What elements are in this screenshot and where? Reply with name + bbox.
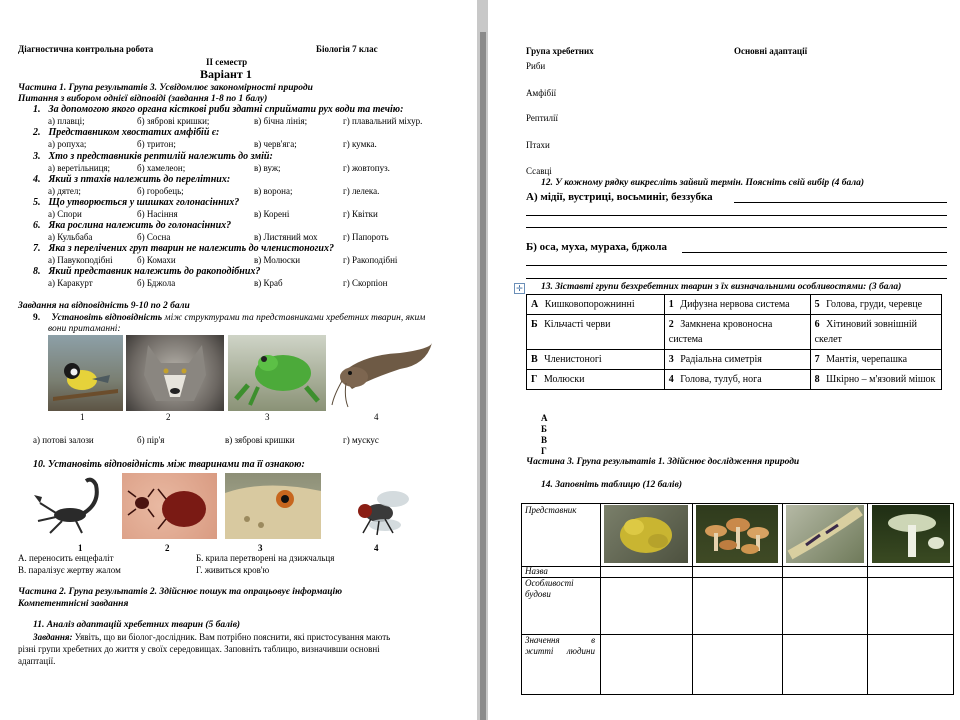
ergot-picture xyxy=(786,505,864,563)
tick-picture xyxy=(122,473,217,539)
answer-option: г) Квітки xyxy=(343,209,378,219)
toadstool-illustration xyxy=(872,505,950,563)
question-3 xyxy=(33,151,273,162)
q9-text: між структурами та представниками хребетних тварин, яким xyxy=(162,313,426,323)
cell-key: А xyxy=(531,299,539,310)
group-fish: Риби xyxy=(526,61,546,71)
answer-option: г) Скорпіон xyxy=(343,278,388,288)
table-cell xyxy=(664,370,810,390)
q13-title: 13. Зіставті групи безхребетних тварин з їх визначальними особливостями: (3 бала) xyxy=(541,282,902,292)
q14-table xyxy=(521,503,954,695)
part1-subtitle: Питання з вибором однієї відповіді (завдання 1-8 по 1 балу) xyxy=(18,94,268,104)
fly-picture xyxy=(335,473,417,539)
group-reptiles: Рептилії xyxy=(526,113,558,123)
answer-letter: В xyxy=(541,435,548,445)
page-gutter xyxy=(477,0,488,720)
table-cell xyxy=(810,350,941,370)
answer-option: б) Бджола xyxy=(137,278,176,288)
q10-pic-label-3: 3 xyxy=(258,543,263,553)
answer-option: в) Краб xyxy=(254,278,283,288)
q12-title: 12. У кожному рядку викресліть зайвий термін. Поясніть свій вибір (4 бала) xyxy=(541,178,865,188)
question-text: Який з птахів належить до перелітних: xyxy=(48,174,231,185)
q10-answer-a: А. переносить енцефаліт xyxy=(18,553,114,563)
frog-illustration xyxy=(228,335,326,411)
q10-answer-b: Б. крила перетворені на дзижчальця xyxy=(196,553,335,563)
question-text: Яка з перелічених груп тварин не належить до членистоногих? xyxy=(48,243,334,254)
cell-key: 1 xyxy=(668,299,674,310)
table-cell xyxy=(527,350,665,370)
answer-option: а) Спори xyxy=(48,209,82,219)
q9-text-2: вони притаманні: xyxy=(48,324,121,334)
q13-table xyxy=(526,294,942,390)
q11-label: Завдання: xyxy=(33,632,73,642)
part1-title: Частина 1. Група результатів 3. Усвідомлює закономірності природи xyxy=(18,83,313,93)
answer-option: а) плавці; xyxy=(48,116,85,126)
semester: ІІ семестр xyxy=(206,57,248,67)
table-cell xyxy=(810,295,941,315)
q12-b: Б) оса, муха, мураха, бджола xyxy=(526,241,668,253)
cell-key: 5 xyxy=(814,299,820,310)
answer-option: а) Каракурт xyxy=(48,278,93,288)
answer-option: в) ворона; xyxy=(254,186,293,196)
answer-option: б) Сосна xyxy=(137,232,171,242)
cell-key: Б xyxy=(531,319,538,330)
cell-text: Членистоногі xyxy=(544,354,602,365)
mushrooms-picture xyxy=(696,505,778,563)
answer-option: б) тритон; xyxy=(137,139,176,149)
ergot-illustration xyxy=(786,505,864,563)
header-right: Біологія 7 клас xyxy=(316,44,378,54)
table-row xyxy=(527,295,942,315)
table-cell xyxy=(664,315,810,350)
q9-answer-a: а) потові залози xyxy=(33,435,94,445)
question-2 xyxy=(33,127,219,138)
q11-line-2: різні групи хребетних до життя у своїх середовищах. Заповніть таблицю, визначивши основні xyxy=(18,644,380,654)
q10-pic-label-2: 2 xyxy=(165,543,170,553)
cell-key: 2 xyxy=(668,319,674,330)
cell-key: 6 xyxy=(814,319,820,330)
table-cell xyxy=(664,350,810,370)
left-page xyxy=(0,0,476,720)
question-number: 2. xyxy=(33,127,41,138)
wolf-picture xyxy=(126,335,224,411)
cell-text: Дифузна нервова система xyxy=(680,299,790,310)
answer-line xyxy=(526,215,947,216)
part2-subtitle: Компетентнісні завдання xyxy=(18,599,129,609)
question-text: За допомогою якого органа кісткові риби здатні сприймати рух води та течію: xyxy=(48,104,404,115)
answer-line xyxy=(526,227,947,228)
question-number: 7. xyxy=(33,243,41,254)
bird-picture xyxy=(48,335,123,411)
part3-title: Частина 3. Група результатів 1. Здійснює дослідження природи xyxy=(526,457,800,467)
answer-letter: Б xyxy=(541,424,547,434)
q11-title: 11. Аналіз адаптацій хребетних тварин (5 балів) xyxy=(33,620,241,630)
cell-text: Голова, тулуб, нога xyxy=(680,374,762,385)
question-6 xyxy=(33,220,231,231)
question-text: Що утворюється у шишках голонасінних? xyxy=(48,197,240,208)
question-4 xyxy=(33,174,230,185)
bird-illustration xyxy=(48,335,123,411)
cell-text: Хітиновий зовнішній скелет xyxy=(814,319,918,345)
q12-a: А) мідії, вустриці, восьминіг, беззубка xyxy=(526,191,713,203)
answer-option: г) жовтопуз. xyxy=(343,163,390,173)
answer-option: б) хамелеон; xyxy=(137,163,186,173)
group-mammals: Ссавці xyxy=(526,166,552,176)
cell-text: Радіальна симетрія xyxy=(680,354,762,365)
q9-question xyxy=(33,313,425,323)
answer-letter: А xyxy=(541,413,548,423)
q9-answer-c: в) зяброві кришки xyxy=(225,435,295,445)
question-text: Яка рослина належить до голонасінних? xyxy=(48,220,232,231)
question-5 xyxy=(33,197,239,208)
answer-option: б) Комахи xyxy=(137,255,176,265)
question-text: Який представник належить до ракоподібних? xyxy=(48,266,261,277)
answer-letter: Г xyxy=(541,446,547,456)
part2-title: Частина 2. Група результатів 2. Здійснює пошук та опрацьовує інформацію xyxy=(18,587,343,597)
answer-letters xyxy=(541,413,548,457)
toadstool-picture xyxy=(872,505,950,563)
q9-lead: Установіть відповідність xyxy=(51,313,163,323)
answer-option: а) веретільниця; xyxy=(48,163,111,173)
catfish-picture xyxy=(330,335,434,411)
answer-option: в) черв'яга; xyxy=(254,139,297,149)
question-number: 5. xyxy=(33,197,41,208)
q11-line-3: адаптації. xyxy=(18,656,56,666)
variant-title: Варіант 1 xyxy=(200,67,252,81)
answer-option: б) горобець; xyxy=(137,186,184,196)
row-label-representative: Представник xyxy=(525,505,577,515)
answer-option: г) Ракоподібні xyxy=(343,255,398,265)
right-page xyxy=(489,0,960,720)
answer-option: а) Кульбаба xyxy=(48,232,93,242)
answer-line xyxy=(734,202,947,203)
question-number: 8. xyxy=(33,266,41,277)
scorpion-illustration xyxy=(32,473,110,539)
question-1 xyxy=(33,104,403,115)
group-birds: Птахи xyxy=(526,140,550,150)
answer-line xyxy=(682,252,947,253)
q10-answers xyxy=(0,553,476,579)
lichen-illustration xyxy=(604,505,688,563)
answer-option: в) вуж; xyxy=(254,163,281,173)
q9-pic-label-3: 3 xyxy=(265,412,270,422)
answer-option: а) ропуха; xyxy=(48,139,87,149)
cell-key: В xyxy=(531,354,538,365)
question-text: Хто з представників рептилій належить до змій: xyxy=(48,151,273,162)
table-cell xyxy=(810,315,941,350)
col2-header: Основні адаптації xyxy=(734,46,808,56)
cell-key: 8 xyxy=(814,374,820,385)
answer-option: в) Листяний мох xyxy=(254,232,318,242)
table-row xyxy=(527,315,942,350)
group-amphibians: Амфібії xyxy=(526,88,557,98)
fly-illustration xyxy=(335,473,417,539)
cell-text: Кишковопорожнинні xyxy=(544,299,635,310)
row-label-structure: Особливості будови xyxy=(525,578,574,599)
q14-title: 14. Заповніть таблицю (12 балів) xyxy=(541,480,682,490)
q9-pic-label-2: 2 xyxy=(166,412,171,422)
answer-line xyxy=(526,265,947,266)
table-cell xyxy=(664,295,810,315)
cell-text: Голова, груди, черевце xyxy=(826,299,923,310)
row-label-name: Назва xyxy=(525,566,548,576)
question-number: 4. xyxy=(33,174,41,185)
question-number: 1. xyxy=(33,104,41,115)
table-row xyxy=(527,350,942,370)
cell-text: Замкнена кровоносна система xyxy=(668,319,773,345)
answer-option: г) плавальний міхур. xyxy=(343,116,423,126)
table-cell xyxy=(527,370,665,390)
table-move-handle[interactable]: ✛ xyxy=(514,283,525,294)
answer-option: г) кумка. xyxy=(343,139,377,149)
col1-header: Група хребетних xyxy=(526,46,594,56)
cell-key: Г xyxy=(531,374,538,385)
wolf-illustration xyxy=(126,335,224,411)
cell-text: Шкірно – м'язовий мішок xyxy=(826,374,936,385)
cell-key: 4 xyxy=(668,374,674,385)
lichen-picture xyxy=(604,505,688,563)
answer-option: б) Насіння xyxy=(137,209,178,219)
question-8 xyxy=(33,266,260,277)
q10-answer-d: Г. живиться кров'ю xyxy=(196,565,270,575)
answer-option: г) Папороть xyxy=(343,232,389,242)
cell-key: 7 xyxy=(814,354,820,365)
answer-option: б) зяброві кришки; xyxy=(137,116,210,126)
q10-answer-c: В. паралізує жертву жалом xyxy=(18,565,121,575)
cell-text: Молюски xyxy=(543,374,585,385)
answer-option: в) бічна лінія; xyxy=(254,116,308,126)
answer-option: в) Молюски xyxy=(254,255,301,265)
fish-illustration xyxy=(225,473,321,539)
question-number: 3. xyxy=(33,151,41,162)
cell-key: 3 xyxy=(668,354,674,365)
table-cell xyxy=(810,370,941,390)
scorpion-picture xyxy=(32,473,110,539)
q10-pic-label-1: 1 xyxy=(78,543,83,553)
q10-title: 10. Установіть відповідність між тваринами та її ознакою: xyxy=(33,459,305,470)
q9-pic-label-1: 1 xyxy=(80,412,85,422)
question-number: 6. xyxy=(33,220,41,231)
q9-pic-label-4: 4 xyxy=(374,412,379,422)
fish-picture xyxy=(225,473,321,539)
cell-text: Кільчасті черви xyxy=(544,319,611,330)
tick-illustration xyxy=(122,473,217,539)
question-text: Представником хвостатих амфібій є: xyxy=(48,127,220,138)
table-cell xyxy=(527,295,665,315)
q9-answer-b: б) пір'я xyxy=(137,435,165,445)
answer-option: г) лелека. xyxy=(343,186,380,196)
answer-line xyxy=(526,278,947,279)
answer-option: а) Павукоподібні xyxy=(48,255,113,265)
q9-answers xyxy=(0,435,476,447)
frog-picture xyxy=(228,335,326,411)
question-7 xyxy=(33,243,334,254)
q9-number: 9. xyxy=(33,313,41,323)
section2-title: Завдання на відповідність 9-10 по 2 бали xyxy=(18,301,190,311)
catfish-illustration xyxy=(330,335,434,411)
table-cell xyxy=(527,315,665,350)
table-row xyxy=(527,370,942,390)
q11-line-1-text: Уявіть, що ви біолог-дослідник. Вам потрібно пояснити, які пристосування мають xyxy=(72,632,391,642)
q9-answer-d: г) мускус xyxy=(343,435,379,445)
mushrooms-illustration xyxy=(696,505,778,563)
answer-option: в) Корені xyxy=(254,209,290,219)
header-left: Діагностична контрольна робота xyxy=(18,44,154,54)
cell-text: Мантія, черепашка xyxy=(826,354,908,365)
q11-line-1 xyxy=(33,632,390,642)
answer-option: а) дятел; xyxy=(48,186,81,196)
q10-pic-label-4: 4 xyxy=(374,543,379,553)
scrollbar[interactable] xyxy=(480,32,486,720)
row-label-significance: Значення в житті людини xyxy=(525,635,595,656)
